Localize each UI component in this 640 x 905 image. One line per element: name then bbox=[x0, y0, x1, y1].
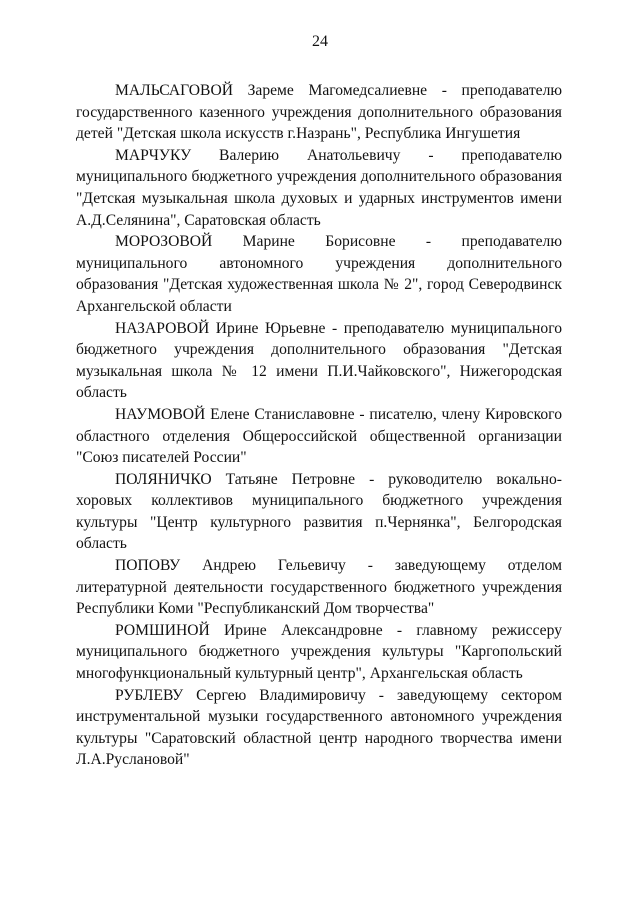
list-item: ПОПОВУ Андрею Гельевичу - заведующему отделом литературной деятельности государственного бюджетного учреждения Республики Коми "Республиканский Дом творчества" bbox=[76, 557, 562, 618]
list-item: МАРЧУКУ Валерию Анатольевичу - преподавателю муниципального бюджетного учреждения дополнительного образования "Детская музыкальная школа духовых и ударных инструментов имени А.Д.Селянина", Саратовская область bbox=[76, 146, 562, 229]
award-list bbox=[76, 80, 562, 771]
list-item: РУБЛЕВУ Сергею Владимировичу - заведующему сектором инструментальной музыки государственного автономного учреждения культуры "Саратовский областной центр народного творчества имени Л.А.Руслановой" bbox=[76, 686, 562, 769]
page-number: 24 bbox=[312, 33, 328, 50]
list-item: РОМШИНОЙ Ирине Александровне - главному режиссеру муниципального бюджетного учреждения культуры "Каргопольский многофункциональный культурный центр", Архангельская область bbox=[76, 621, 562, 683]
list-item: НАЗАРОВОЙ Ирине Юрьевне - преподавателю муниципального бюджетного учреждения дополнительного образования "Детская музыкальная школа № 12 имени П.И.Чайковского", Нижегородская область bbox=[76, 319, 562, 402]
list-item: НАУМОВОЙ Елене Станиславовне - писателю, члену Кировского областного отделения Общероссийской общественной организации "Союз писателей России" bbox=[76, 405, 562, 467]
list-item: ПОЛЯНИЧКО Татьяне Петровне - руководителю вокально-хоровых коллективов муниципального бюджетного учреждения культуры "Центр культурного развития п.Чернянка", Белгородская область bbox=[76, 470, 562, 553]
list-item: МОРОЗОВОЙ Марине Борисовне - преподавателю муниципального автономного учреждения дополнительного образования "Детская художественная школа № 2", город Северодвинск Архангельской области bbox=[76, 233, 562, 315]
list-item: МАЛЬСАГОВОЙ Зареме Магомедсалиевне - преподавателю государственного казенного учреждения дополнительного образования детей "Детская школа искусств г.Назрань", Республика Ингушетия bbox=[76, 82, 562, 143]
